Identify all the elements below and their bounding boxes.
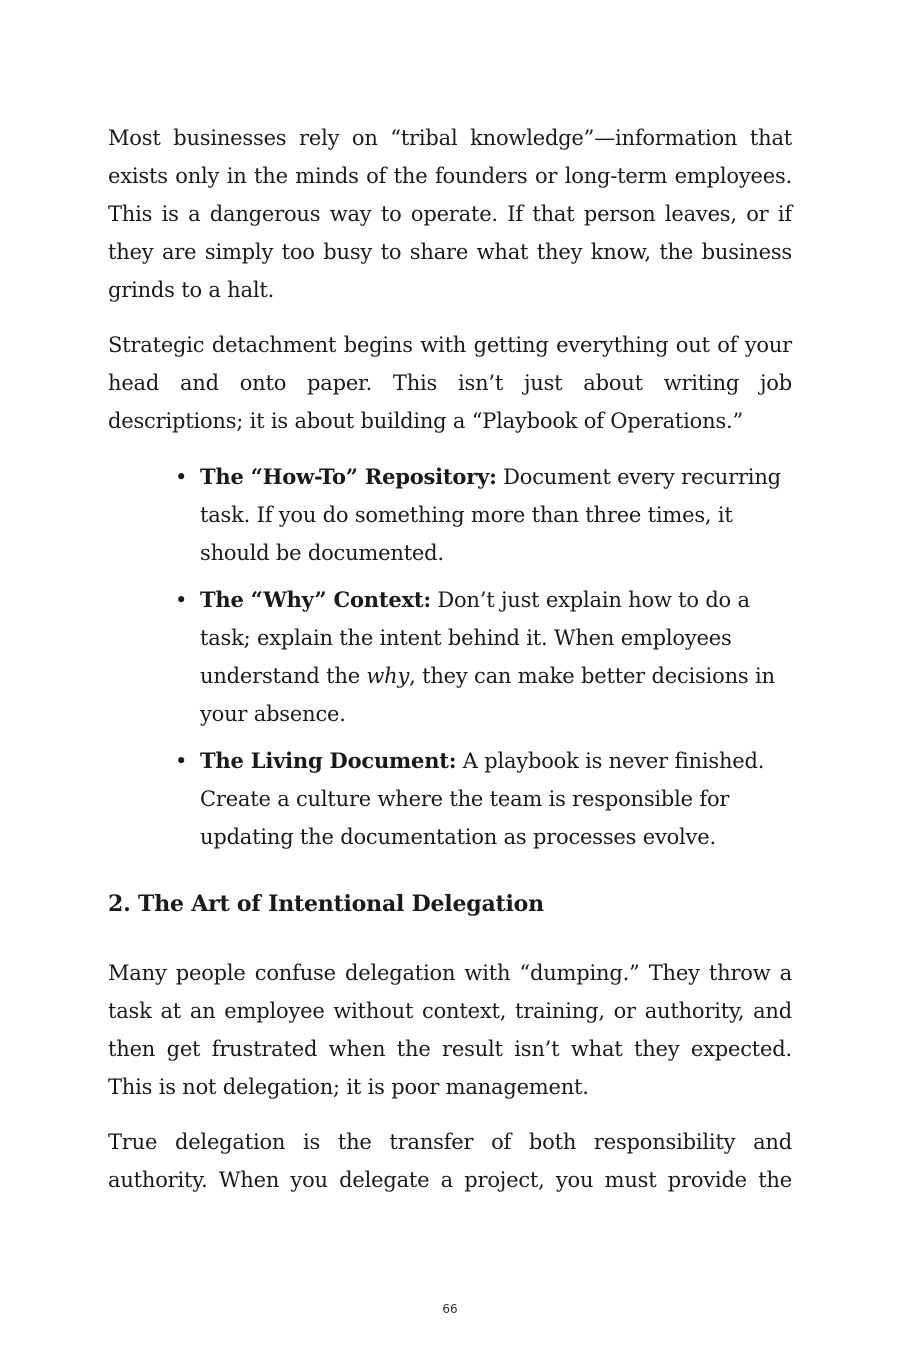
bullet-lead: The “How-To” Repository: [200, 464, 497, 489]
bullet-marker: • [175, 588, 188, 612]
page-number: 66 [442, 1302, 458, 1316]
bullet-text: A playbook is never finished. Create a culture where the team is responsible for updating the documentation as processes evolve. [200, 749, 765, 849]
bullet-how-to-repository [175, 458, 792, 572]
page-content [108, 119, 792, 1199]
paragraph-delegation-dumping: Many people confuse delegation with “dumping.” They throw a task at an employee without context, training, or authority, and then get frustrated when the result isn’t what they expected. This is not delegation; it is poor management. [108, 961, 792, 1099]
bullet-why-context [175, 581, 792, 733]
bullet-emphasis: why [366, 664, 410, 688]
paragraph-strategic-detachment: Strategic detachment begins with getting everything out of your head and onto paper. This isn’t just about writing job descriptions; it is about building a “Playbook of Operations.” [108, 333, 792, 433]
bullet-living-document [175, 742, 792, 856]
bullet-lead: The Living Document: [200, 748, 457, 773]
bullet-lead: The “Why” Context: [200, 587, 431, 612]
bullet-marker: • [175, 749, 188, 773]
paragraph-tribal-knowledge: Most businesses rely on “tribal knowledge”—information that exists only in the minds of the founders or long-term employees. This is a dangerous way to operate. If that person leaves, or if they are simply too busy to share what they know, the business grinds to a halt. [108, 126, 792, 302]
bullet-text: Document every recurring task. If you do something more than three times, it should be documented. [200, 465, 781, 565]
playbook-bullet-list [108, 458, 792, 856]
paragraph-true-delegation: True delegation is the transfer of both responsibility and authority. When you delegate a project, you must provide the [108, 1130, 792, 1192]
bullet-text: , they can make better decisions in your absence. [200, 664, 775, 726]
section-heading: 2. The Art of Intentional Delegation [108, 891, 544, 917]
bullet-text: Don’t just explain how to do a task; explain the intent behind it. When employees understand the [200, 588, 750, 688]
bullet-marker: • [175, 465, 188, 489]
